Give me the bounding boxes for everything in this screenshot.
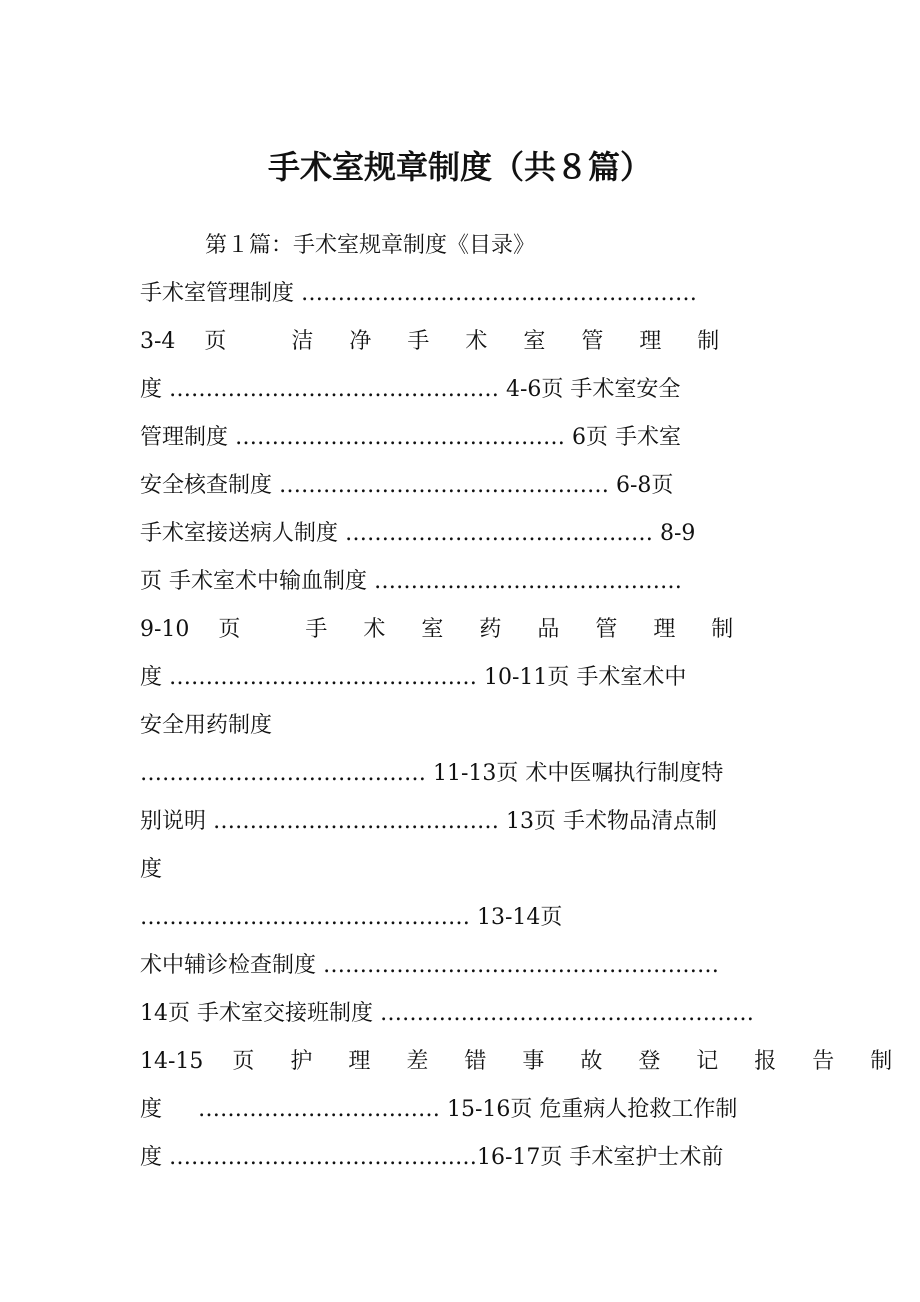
toc-line: 手术室管理制度 ……………………………………………… [140, 281, 697, 306]
toc-line: 14-15 页 护 理 差 错 事 故 登 记 报 告 制 [140, 1049, 893, 1074]
toc-line: 度 …………………………… 15-16页 危重病人抢救工作制 [140, 1097, 738, 1122]
toc-line: 安全核查制度 ……………………………………… 6-8页 [140, 473, 674, 498]
toc-line: 度 ……………………………………16-17页 手术室护士术前 [140, 1145, 724, 1170]
section-heading: 第１篇：手术室规章制度《目录》 [205, 233, 536, 258]
toc-line: 管理制度 ……………………………………… 6页 手术室 [140, 425, 681, 450]
toc-line: 度 …………………………………… 10-11页 手术室术中 [140, 665, 687, 690]
toc-line: 14页 手术室交接班制度 …………………………………………… [140, 1001, 754, 1026]
toc-line: 术中辅诊检查制度 ……………………………………………… [140, 953, 719, 978]
toc-line: 安全用药制度 [140, 713, 273, 738]
toc-line: 度 ……………………………………… 4-6页 手术室安全 [140, 377, 681, 402]
toc-line: 手术室接送病人制度 …………………………………… 8-9 [140, 521, 696, 546]
toc-line: 度 [140, 857, 163, 882]
toc-line: 页 手术室术中输血制度 …………………………………… [140, 569, 682, 594]
toc-line: 9-10 页 手 术 室 药 品 管 理 制 [140, 617, 734, 642]
document-title: 手术室规章制度（共８篇） [267, 148, 652, 186]
toc-line: 别说明 ………………………………… 13页 手术物品清点制 [140, 809, 717, 834]
toc-line: 3-4 页 洁 净 手 术 室 管 理 制 [140, 329, 720, 354]
toc-line: ………………………………… 11-13页 术中医嘱执行制度特 [140, 761, 724, 786]
toc-line: ……………………………………… 13-14页 [140, 905, 563, 930]
